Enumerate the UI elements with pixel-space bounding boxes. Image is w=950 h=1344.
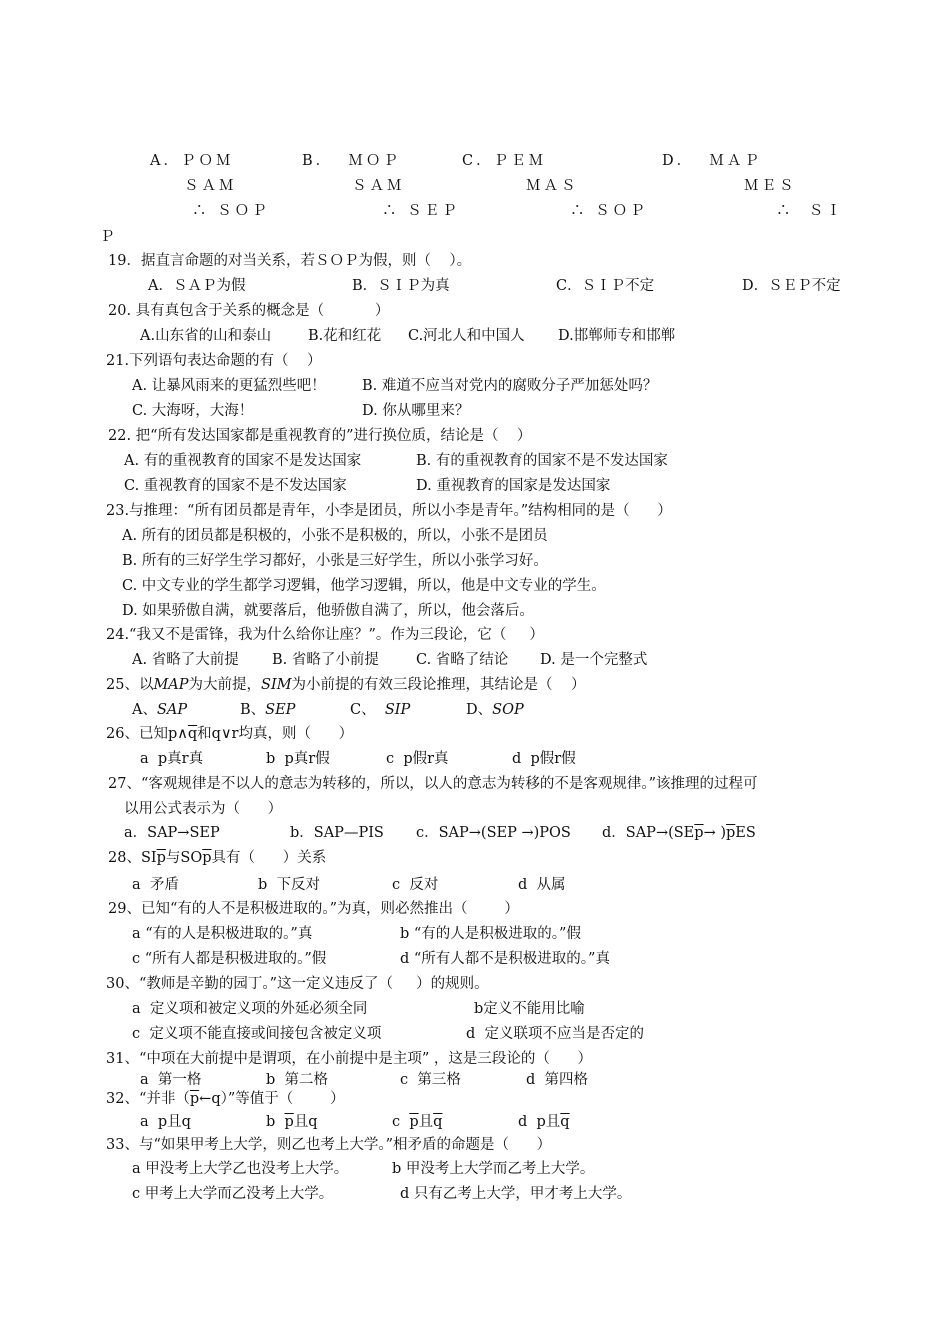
q22-option-b: B. 有的重视教育的国家不是不发达国家 xyxy=(416,453,668,469)
q18-option-d: D． ＭＡＰ xyxy=(662,153,762,169)
q23-stem: 23.与推理：“所有团员都是青年，小李是团员，所以小李是青年。”结构相同的是（ ） xyxy=(106,503,672,519)
q31-option-c: c 第三格 xyxy=(400,1072,461,1088)
q30-option-c: c 定义项不能直接或间接包含被定义项 xyxy=(132,1026,382,1042)
q18-d-minor: ＭＥＳ xyxy=(744,178,797,194)
q27-stem-line1: 27、“客观规律是不以人的意志为转移的，所以，以人的意志为转移的不是客观规律。”该推理的过程可 xyxy=(108,776,758,792)
q21-option-d: D. 你从哪里来？ xyxy=(362,403,470,419)
q30-stem: 30、“教师是辛勤的园丁。”这一定义违反了（ ）的规则。 xyxy=(106,976,489,992)
q33-option-a: a 甲没考上大学乙也没考上大学。 xyxy=(132,1161,349,1177)
q26-option-a: a p真r真 xyxy=(140,751,204,767)
q28-option-d: d 从属 xyxy=(518,877,566,893)
q27-option-d: d．$SAP\to(SE\overline{p}\to )\overline{p}ES$ xyxy=(602,825,756,841)
q24-option-b: B. 省略了小前提 xyxy=(272,652,379,668)
q25-option-c: C、 SIP xyxy=(350,702,411,718)
q18-option-c: C．ＰＥＭ xyxy=(462,153,547,169)
q26-option-c: c p假r真 xyxy=(386,751,449,767)
q20-option-d: D.邯郸师专和邯郸 xyxy=(558,328,676,344)
q19-option-b: B．ＳＩＰ为真 xyxy=(352,278,450,294)
q19-option-d: D．ＳＥＰ不定 xyxy=(742,278,841,294)
q27-stem-line2: 以用公式表示为（ ） xyxy=(124,801,283,817)
q26-option-d: d p假r假 xyxy=(512,751,576,767)
q29-option-b: b “有的人是积极进取的。”假 xyxy=(400,926,581,942)
q21-option-a: A. 让暴风雨来的更猛烈些吧！ xyxy=(132,378,326,394)
q19-stem: 19．据直言命题的对当关系，若ＳＯＰ为假，则（ ）。 xyxy=(108,253,472,269)
q27-option-a: a．SAP→SEP xyxy=(124,825,220,841)
q20-option-c: C.河北人和中国人 xyxy=(408,328,525,344)
q18-a-minor: ＳＡＭ xyxy=(184,178,237,194)
q27-option-c: c．SAP→(SEP →)POS xyxy=(416,825,571,841)
q31-option-a: a 第一格 xyxy=(140,1072,202,1088)
q24-option-d: D. 是一个完整式 xyxy=(540,652,648,668)
q21-option-b: B. 难道不应当对党内的腐败分子严加惩处吗？ xyxy=(362,378,658,394)
q21-option-c: C. 大海呀，大海！ xyxy=(132,403,254,419)
q31-stem: 31、“中项在大前提中是谓项，在小前提中是主项” ，这是三段论的（ ） xyxy=(106,1051,593,1067)
q18-option-b: B． ＭＯＰ xyxy=(302,153,401,169)
q33-option-b: b 甲没考上大学而乙考上大学。 xyxy=(392,1161,595,1177)
q32-option-c: c $\overline{p}$且$\overline{q}$ xyxy=(392,1114,443,1130)
q32-option-a: a p且q xyxy=(140,1114,191,1130)
q28-option-b: b 下反对 xyxy=(258,877,320,893)
q18-c-conclusion: ∴ ＳＯＰ xyxy=(570,203,648,219)
q29-option-c: c “所有人都是积极进取的。”假 xyxy=(132,951,327,967)
q20-stem: 20. 具有真包含于关系的概念是（ ） xyxy=(108,303,390,319)
q19-option-a: A．ＳＡＰ为假 xyxy=(148,278,246,294)
q29-stem: 29、已知“有的人不是积极进取的。”为真，则必然推出（ ） xyxy=(108,901,519,917)
q22-option-d: D. 重视教育的国家是发达国家 xyxy=(416,478,611,494)
q21-stem: 21.下列语句表达命题的有（ ） xyxy=(106,353,322,369)
q33-option-d: d 只有乙考上大学，甲才考上大学。 xyxy=(400,1186,632,1202)
q27-option-b: b．SAP—PIS xyxy=(290,825,384,841)
q32-stem: 32、“并非$(\overline{p}\leftarrow q)$”等值于（ ） xyxy=(106,1091,345,1107)
q26-stem: 26、已知$p\wedge\overline{q}$和q∨r均真，则（ ） xyxy=(106,726,354,742)
q30-option-b: b定义不能用比喻 xyxy=(474,1001,585,1017)
q22-option-c: C. 重视教育的国家不是不发达国家 xyxy=(124,478,347,494)
q19-option-c: C．ＳＩＰ不定 xyxy=(556,278,655,294)
q26-option-b: b p真r假 xyxy=(266,751,330,767)
q23-option-b: B. 所有的三好学生学习都好，小张是三好学生，所以小张学习好。 xyxy=(122,553,548,569)
q20-option-a: A.山东省的山和泰山 xyxy=(140,328,272,344)
q23-option-c: C. 中文专业的学生都学习逻辑，他学习逻辑，所以，他是中文专业的学生。 xyxy=(122,578,606,594)
q23-option-a: A. 所有的团员都是积极的，小张不是积极的，所以，小张不是团员 xyxy=(122,528,548,544)
q29-option-d: d “所有人都不是积极进取的。”真 xyxy=(400,951,610,967)
q33-option-c: c 甲考上大学而乙没考上大学。 xyxy=(132,1186,334,1202)
q18-d-conclusion-wrap: Ｐ xyxy=(100,229,115,245)
q25-option-b: B、SEP xyxy=(240,702,296,718)
q31-option-d: d 第四格 xyxy=(526,1072,588,1088)
q30-option-d: d 定义联项不应当是否定的 xyxy=(466,1026,644,1042)
q18-b-minor: ＳＡＭ xyxy=(352,178,405,194)
q25-stem: 25、以MAP为大前提，SIM为小前提的有效三段论推理，其结论是（ ） xyxy=(106,677,586,693)
q25-option-a: A、SAP xyxy=(132,702,188,718)
q28-option-c: c 反对 xyxy=(392,877,439,893)
q20-option-b: B.花和红花 xyxy=(308,328,382,344)
q30-option-a: a 定义项和被定义项的外延必须全同 xyxy=(132,1001,368,1017)
q32-option-d: d p且$\overline{q}$ xyxy=(518,1114,570,1130)
q31-option-b: b 第二格 xyxy=(266,1072,328,1088)
q18-c-minor: ＭＡＳ xyxy=(526,178,579,194)
q18-d-conclusion: ∴ ＳＩ xyxy=(776,203,844,219)
q22-stem: 22. 把“所有发达国家都是重视教育的”进行换位质，结论是（ ） xyxy=(108,428,532,444)
q25-option-d: D、SOP xyxy=(466,702,524,718)
q24-option-a: A. 省略了大前提 xyxy=(132,652,239,668)
q28-option-a: a 矛盾 xyxy=(132,877,179,893)
q23-option-d: D. 如果骄傲自满，就要落后，他骄傲自满了，所以，他会落后。 xyxy=(122,603,534,619)
q33-stem: 33、与“如果甲考上大学，则乙也考上大学。”相矛盾的命题是（ ） xyxy=(106,1137,552,1153)
q24-stem: 24.“我又不是雷锋，我为什么给你让座？”。作为三段论，它（ ） xyxy=(106,627,544,643)
q28-stem: 28、$SI\overline{p}$与$SO\overline{p}$具有（ ）关系 xyxy=(108,850,327,866)
q24-option-c: C. 省略了结论 xyxy=(416,652,509,668)
q22-option-a: A. 有的重视教育的国家不是发达国家 xyxy=(124,453,362,469)
q18-a-conclusion: ∴ ＳＯＰ xyxy=(192,203,270,219)
q32-option-b: b $\overline{p}$且q xyxy=(266,1114,318,1130)
q29-option-a: a “有的人是积极进取的。”真 xyxy=(132,926,313,942)
q18-option-a: A．ＰＯＭ xyxy=(150,153,234,169)
q18-b-conclusion: ∴ ＳＥＰ xyxy=(382,203,460,219)
